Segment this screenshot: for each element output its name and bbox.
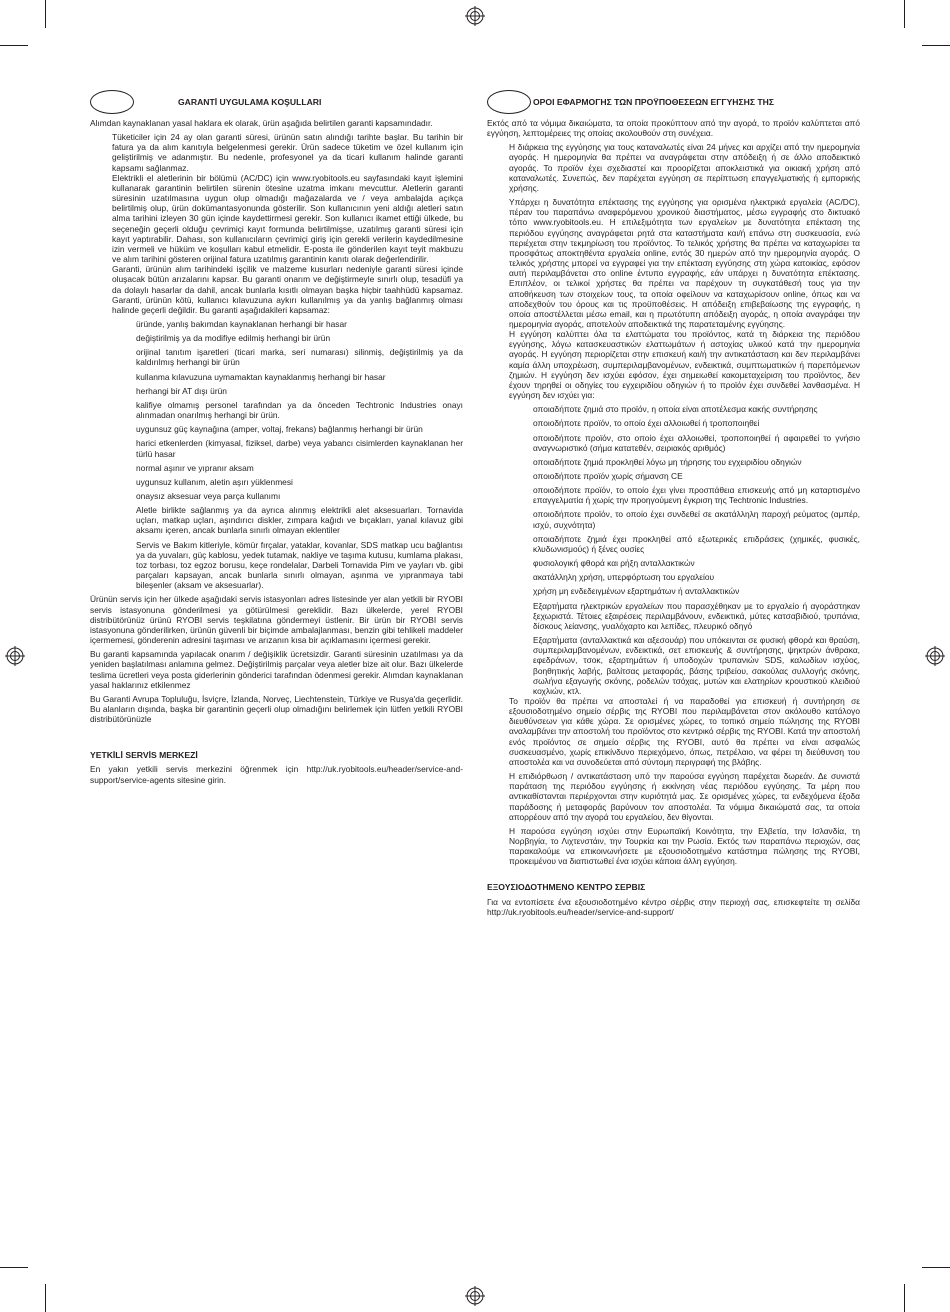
exclusion-item: οποιοδήποτε προϊόν, το οποίο έχει αλλοιωθεί ή τροποποιηθεί (533, 418, 760, 429)
service-center-heading: YETKİLİ SERVİS MERKEZİ (90, 750, 198, 761)
free-repair-paragraph: Bu garanti kapsamında yapılacak onarım / değişiklik ücretsizdir. Garanti süresinin uzatılması ya da yeniden başlatılması anlamına gelmez. Değiştirilmiş parçalar veya aletler bize ait olur. Bazı ülkelerde teslima ücretleri veya posta giderlerinin gönderici tarafından ödenmesi gerekir. Alımdan kaynaklanan yasal haklarınız etkilenmez (90, 649, 463, 690)
exclusion-item: normal aşınır ve yıpranır aksam (136, 462, 254, 473)
crop-mark (45, 1284, 46, 1312)
exclusion-item: orijinal tanıtım işaretleri (ticari marka, seri numarası) silinmiş, değiştirilmiş ya da kaldırılmış herhangi bir ürün (136, 347, 463, 368)
exclusion-item: uygunsuz kullanım, aletin aşırı yüklenmesi (136, 476, 293, 487)
crop-mark (0, 45, 28, 46)
exclusion-item: değiştirilmiş ya da modifiye edilmiş herhangi bir ürün (136, 333, 331, 344)
registration-mark-icon (465, 1286, 485, 1306)
exclusion-item: harici etkenlerden (kimyasal, fiziksel, darbe) veya yabancı cisimlerden kaynaklanan her türlü hasar (136, 438, 463, 459)
warranty-coverage-paragraph: Η εγγύηση καλύπτει όλα τα ελαττώματα του προϊόντος, κατά τη διάρκεια της περιόδου εγγύησης, λόγω κατασκευαστικών ελαττωμάτων ή αστοχίας υλικού κατά την ημερομηνία αγοράς. Η εγγύηση περιορίζεται στην επισκευή και/ή την αντικατάσταση και δεν περιλαμβάνει καμία άλλη υποχρέωση, συμπεριλαμβανομένων, ενδεικτικά, συμπτωματικών ή παρεπόμενων ζημιών. Η εγγύηση δεν ισχύει εφόσον, έχει σημειωθεί κακομεταχείριση του προϊόντος, δεν έχουν τηρηθεί οι οδηγίες του εγχειριδίου οδηγιών ή το προϊόν έχει συνδεθεί λανθασμένα. Η εγγύηση δεν ισχύει για: (509, 329, 860, 401)
crop-mark (45, 0, 46, 28)
page-title: GARANTİ UYGULAMA KOŞULLARI (178, 97, 322, 107)
warranty-extension-paragraph: Υπάρχει η δυνατότητα επέκτασης της εγγύησης για ορισμένα ηλεκτρικά εργαλεία (AC/DC), πέραν του παραπάνω αναφερόμενου χρονικού διαστήματος, μέσω εγγραφής στο δικτυακό τόπο www.ryobitools.eu. Η επιλεξιμότητα των εργαλείων με δυνατότητα επέκταση της περιόδου εγγύησης αναγράφεται ρητά στα καταστήματα και/ή επάνω στη συσκευασία, ενώ περιέχεται στην τεκμηρίωση του προϊόντος. Το τελικός χρήστης θα πρέπει να καταχωρίσει τα προσφάτως αποκτηθέντα εργαλεία online, εντός 30 ημερών από την ημερομηνία αγοράς. Ο τελικός χρήστης μπορεί να εγγραφεί για την επέκταση εγγύησης στη χώρα κατοικίας, εφόσον αυτή περιλαμβάνεται στο online έντυπο εγγραφής, εάν υπάρχει η δυνατότητα επέκτασης. Επιπλέον, οι τελικοί χρήστες θα πρέπει να παρέχουν τη συγκατάθεσή τους για την αποθήκευση των στοιχείων τους, τα οποία οφείλουν να καταχωρίσουν online, όπως και να αποδεχθούν του όρους και τις προϋποθέσεις. Η απόδειξη επιβεβαίωσης της εγγραφής, η οποία αποστέλλεται μέσω email, και η πρωτότυπη απόδειξη αγοράς, η οποία αναγράφει την ημερομηνία αγοράς, αποτελούν αποδεικτικά της παρατεταμένης εγγύησης. (509, 197, 860, 329)
turkish-column (90, 90, 463, 785)
language-oval-badge (90, 90, 134, 114)
exclusion-item: φυσιολογική φθορά και ρήξη ανταλλακτικών (533, 558, 695, 569)
page-title: ΟΡΟΙ ΕΦΑΡΜΟΓΗΣ ΤΩΝ ΠΡΟΫΠΟΘΕΣΕΩΝ ΕΓΓΥΗΣΗΣ ΤΗΣ (533, 97, 775, 107)
warranty-period-paragraph: Tüketiciler için 24 ay olan garanti süresi, ürünün satın alındığı tarihte başlar. Bu tarihin bir fatura ya da alım kanıtıyla belgelenmesi gerekir. Ürün sadece tüketim ve özel kullanım için geliştirilmiş ve adanmıştır. Bu nedenle, profesyonel ya da ticari kullanım halinde garanti kapsamı sağlanmaz. (112, 132, 463, 173)
exclusion-item: οποιοδήποτε προϊόν, στο οποίο έχει αλλοιωθεί, τροποποιηθεί ή αφαιρεθεί το γνήσιο αναγνωριστικό (σήμα κατατεθέν, σειριακός αριθμός) (533, 432, 860, 453)
registration-mark-icon (925, 646, 945, 666)
warranty-period-paragraph: Η διάρκεια της εγγύησης για τους καταναλωτές είναι 24 μήνες και αρχίζει από την ημερομηνία αγοράς. Η ημερομηνία θα πρέπει να αναγράφεται στην απόδειξη ή σε άλλο αποδεικτικό αγοράς. Το προϊόν έχει σχεδιαστεί και προορίζεται αποκλειστικά για οικιακή χρήση από καταναλωτές. Συνεπώς, δεν παρέχεται εγγύηση σε περίπτωση επαγγελματικής ή εμπορικής χρήσης. (509, 142, 860, 193)
service-center-text: Για να εντοπίσετε ένα εξουσιοδοτημένο κέντρο σέρβις στην περιοχή σας, επισκεφτείτε τη σελίδα http://uk.ryobitools.eu/header/service-and-support/ (487, 896, 860, 917)
exclusion-item: Εξαρτήματα (ανταλλακτικά και αξεσουάρ) που υπόκεινται σε φυσική φθορά και θραύση, συμπεριλαμβανομένων, ενδεικτικά, σετ επισκευής & συντήρησης, ψηκτρών άνθρακα, εφεδράνων, τσοκ, εξαρτημάτων ή υποδοχών τρυπανιών SDS, καλωδίων ισχύος, βοηθητικής λαβής, βαλίτσας μεταφοράς, βάσης τριβείου, σακούλας συλλογής σκόνης, σωλήνα εξαγωγής σκόνης, ροδελών τσόχας, μυτών και ελατηρίων κρουστικού κλειδιού κοχλιών, κτλ. (533, 635, 860, 696)
exclusion-item: χρήση μη ενδεδειγμένων εξαρτημάτων ή ανταλλακτικών (533, 586, 740, 597)
greek-header (487, 90, 860, 118)
validity-paragraph: Bu Garanti Avrupa Topluluğu, İsviçre, İzlanda, Norveç, Liechtenstein, Türkiye ve Rusya'da geçerlidir. Bu alanların dışında, başka bir garantinin geçerli olup olmadığını belirlemek için lütfen yetkili RYOBI distribütörünüzle (90, 693, 463, 725)
exclusion-item: οποιαδήποτε ζημιά προκληθεί λόγω μη τήρησης του εγχειριδίου οδηγιών (533, 456, 802, 467)
greek-column (487, 90, 860, 917)
service-center-text: En yakın yetkili servis merkezini öğrenmek için http://uk.ryobitools.eu/header/service-and-support/service-agents sitesine girin. (90, 764, 463, 785)
exclusion-item: οποιοδήποτε προϊόν χωρίς σήμανση CE (533, 471, 683, 481)
exclusion-item: Servis ve Bakım kitleriyle, kömür fırçalar, yataklar, kovanlar, SDS matkap ucu bağlantısı ya da yuvaları, güç kablosu, yedek tutamak, nakliye ve taşıma kutusu, kumlama plakası, toz torbası, toz egzoz borusu, keçe rondelalar, Darbeli Tornavida Pim ve yayları vb. gibi parçaları kapsayan, ancak bunlarla sınırlı olmayan, aşınma ve yıpranmaya tabi bileşenler (aksam ve aksesuarlar). (136, 539, 463, 591)
language-oval-badge (487, 90, 531, 114)
exclusion-item: herhangi bir AT dışı ürün (136, 385, 227, 396)
exclusion-item: onaysız aksesuar veya parça kullanımı (136, 491, 281, 501)
intro-paragraph: Alımdan kaynaklanan yasal haklara ek olarak, ürün aşağıda belirtilen garanti kapsamındadır. (90, 118, 433, 128)
intro-paragraph: Εκτός από τα νόμιμα δικαιώματα, τα οποία προκύπτουν από την αγορά, το προϊόν καλύπτεται από εγγύηση, λεπτομέρειες της οποίας ακολουθούν στη συνέχεια. (487, 118, 860, 139)
exclusion-item: üründe, yanlış bakımdan kaynaklanan herhangi bir hasar (136, 318, 347, 329)
warranty-extension-paragraph: Elektrikli el aletlerinin bir bölümü (AC/DC) için www.ryobitools.eu sayfasındaki kayıt işlemini kullanarak garantinin belirtilen sürenin ötesine uzatma imkanı mevcuttur. Aletlerin garanti süresinin uzatılmasına uygun olup olmadığı mağazalarda ve / veya ambalajda açıkça belirtilmiş olup, ürün dokümantasyonunda gösterilir. Son kullanıcının yeni aldığı aletleri satın alma tarihini izleyen 30 gün içinde kaydettirmesi gerekir. Son kullanıcı ikamet ettiği ülkede, bu seçeneğin geçerli olduğu çevrimiçi kayıt formunda belirtilmişse, uzatılmış garanti süresi için kayıt yaptırabilir. Dahası, son kullanıcıların çevrimiçi giriş için gerekli verilerin kaydedilmesine izin vermeli ve hüküm ve koşulları kabul etmelidir. E-posta ile gönderilen kayıt teyit makbuzu ve alım tarihini gösteren orijinal fatura uzatılmış garantinin kanıtı olarak değerlendirilir. (112, 172, 463, 265)
service-center-heading: ΕΞΟΥΣΙΟΔΟΤΗΜΕΝΟ ΚΕΝΤΡΟ ΣΕΡΒΙΣ (487, 882, 646, 893)
turkish-header (90, 90, 463, 118)
registration-mark-icon (5, 646, 25, 666)
exclusion-item: οποιοδήποτε προϊόν, το οποίο έχει συνδεθεί σε ακατάλληλη παροχή ρεύματος (αμπέρ, ισχύ, συχνότητα) (533, 509, 860, 530)
exclusion-item: kalifiye olmamış personel tarafından ya da önceden Techtronic Industries onayı alınmadan onarılmış herhangi bir ürün. (136, 399, 463, 421)
exclusion-item: οποιοδήποτε προϊόν, το οποίο έχει γίνει προσπάθεια επισκευής από μη καταρτισμένο επαγγελματία ή χωρίς την προηγούμενη έγκριση της Techtronic Industries. (533, 485, 860, 506)
exclusion-item: οποιαδήποτε ζημιά στο προϊόν, η οποία είναι αποτέλεσμα κακής συντήρησης (533, 404, 818, 415)
service-shipping-paragraph: Ürünün servis için her ülkede aşağıdaki servis istasyonları adres listesinde yer alan yetkili bir RYOBI servis istasyonuna gönderilmesi ya götürülmesi gereklidir. Bazı ülkelerde, yerel RYOBI distribütörünüz ürünü RYOBI servis teşkilatına göndermeyi üstlenir. Bir ürün bir RYOBI servis istasyonuna gönderilirken, ürünün güvenli bir biçimde ambalajlanması, benzin gibi tehlikeli maddeler içermemesi, gönderenin adresini taşıması ve arızanın kısa bir açıklamasını içermesi gerekir. (90, 594, 463, 646)
crop-mark (922, 45, 950, 46)
crop-mark (904, 0, 905, 28)
crop-mark (0, 1267, 28, 1268)
validity-paragraph: Η παρούσα εγγύηση ισχύει στην Ευρωπαϊκή Κοινότητα, την Ελβετία, την Ισλανδία, τη Νορβηγία, το Λιχτενστάιν, την Τουρκία και την Ρωσία. Εκτός των παραπάνω περιοχών, σας παρακαλούμε να επικοινωνήσετε με εξουσιοδοτημένο κατάστημα πώλησης της RYOBI, προκειμένου να διαπιστωθεί ένα ισχύει κάποια άλλη εγγύηση. (509, 825, 860, 867)
free-repair-paragraph: Η επιδιόρθωση / αντικατάσταση υπό την παρούσα εγγύηση παρέχεται δωρεάν. Δε συνιστά παράταση της περιόδου εγγύησης ή εκκίνηση νέας περιόδου εγγύησης. Τα μέρη που αντικαθίστανται περιέρχονται στην κυριότητά μας. Σε ορισμένες χώρες, τα ενδεχόμενα έξοδα παράδοσης ή μεταφοράς βαρύνουν τον αποστολέα. Τα νόμιμα δικαιώματά σας, τα οποία απορρέουν από την αγορά του εργαλείου, δεν θίγονται. (509, 771, 860, 822)
exclusion-item: kullanma kılavuzuna uymamaktan kaynaklanmış herhangi bir hasar (136, 371, 386, 382)
exclusion-item: uygunsuz güç kaynağına (amper, voltaj, frekans) bağlanmış herhangi bir ürün (136, 424, 423, 435)
crop-mark (904, 1284, 905, 1312)
exclusion-item: Εξαρτήματα ηλεκτρικών εργαλείων που παρασχέθηκαν με το εργαλείο ή αγοράστηκαν ξεχωριστά. Τέτοιες εξαιρέσεις περιλαμβάνουν, ενδεικτικά, μύτες κατσαβιδιού, τρυπάνια, δίσκους λείανσης, γυαλόχαρτο και λεπίδες, πλευρικό οδηγό (533, 600, 860, 631)
service-shipping-paragraph: Το προϊόν θα πρέπει να αποσταλεί ή να παραδοθεί για επισκευή ή συντήρηση σε εξουσιοδοτημένο σημείο σέρβις της RYOBI που περιλαμβάνεται στον ακόλουθο κατάλογο διευθύνσεων για κάθε χώρα. Σε ορισμένες χώρες, το τοπικό σημείο πώλησης της RYOBI αναλαμβάνει την αποστολή του προϊόντος στο κεντρικό σέρβις της RYOBI. Κατά την αποστολή ενός προϊόντος σε σημείο σέρβις της RYOBI, αυτό θα πρέπει να είναι ασφαλώς συσκευασμένο, χωρίς επικίνδυνο περιεχόμενο, όπως, πετρέλαιο, να φέρει τη διεύθυνση του αποστολέα και να συνοδεύεται από σύντομη περιγραφή της βλάβης. (509, 695, 860, 767)
warranty-coverage-paragraph: Garanti, ürünün alım tarihindeki işçilik ve malzeme kusurları nedeniyle garanti süresi içinde oluşacak bütün arızalarını kapsar. Bu garanti onarım ve değiştirmeyle sınırlı olup, tesadüfi ya da dolaylı hasarlar da dahil, ancak bunlarla kısıtlı olmayan başka hiçbir taahhüdü kapsamaz. Garanti, ürünün kötü, kullanıcı kılavuzuna aykırı kullanılmış ya da yanlış bağlanmış olması halinde geçerli değildir. Bu garanti aşağıdakileri kapsamaz: (112, 264, 463, 315)
crop-mark (922, 1267, 950, 1268)
registration-mark-icon (465, 6, 485, 26)
exclusion-item: οποιαδήποτε ζημιά έχει προκληθεί από εξωτερικές επιδράσεις (χημικές, φυσικές, κλυδωνισμούς) ή ξένες ουσίες (533, 533, 860, 554)
exclusion-item: Aletle birlikte sağlanmış ya da ayrıca alınmış elektrikli alet aksesuarları. Tornavida uçları, matkap uçları, aşındırıcı diskler, zımpara kağıdı ve bıçakları, yanal kılavuz gibi aksamı içeren, ancak bunlarla sınırlı olmayan eklentiler (136, 505, 463, 536)
exclusion-item: ακατάλληλη χρήση, υπερφόρτωση του εργαλείου (533, 572, 715, 583)
